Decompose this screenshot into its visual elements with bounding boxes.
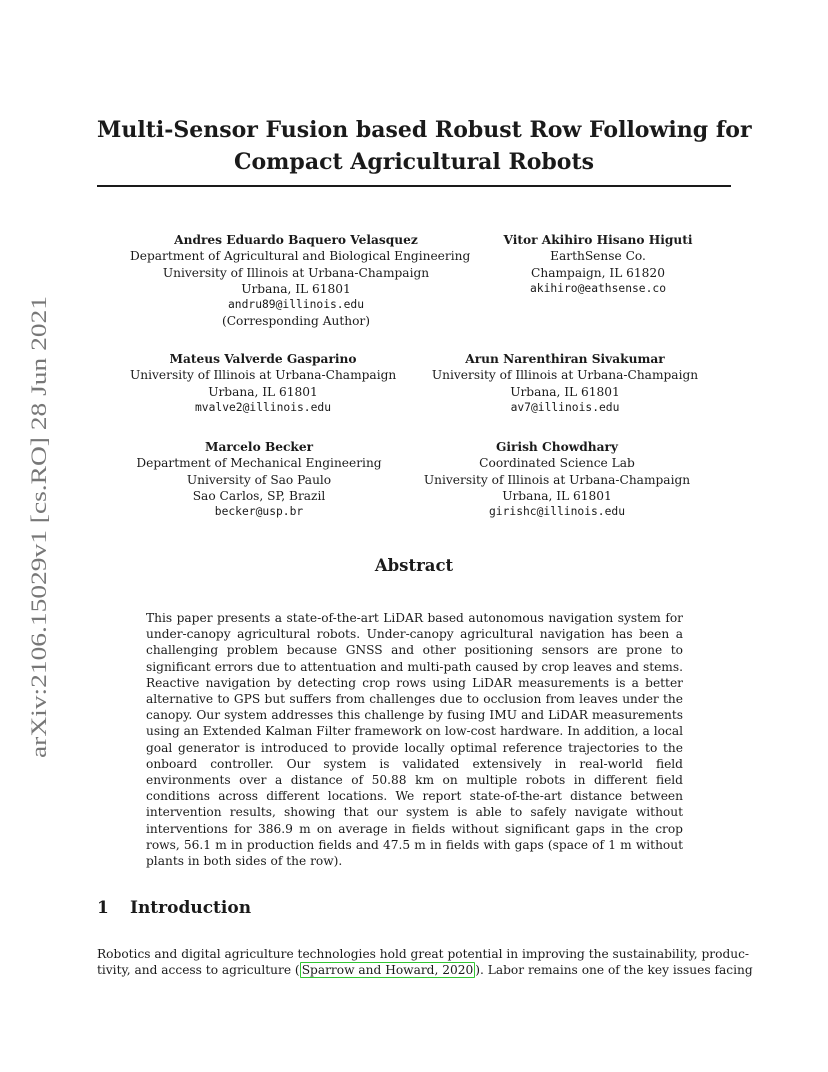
author-affiliation: Urbana, IL 61801	[208, 384, 318, 399]
title-line-2: Compact Agricultural Robots	[233, 149, 595, 175]
author-block-sivakumar	[430, 351, 700, 416]
section-number: 1	[97, 898, 109, 918]
author-affiliation: Department of Mechanical Engineering	[136, 456, 382, 471]
abstract-body: This paper presents a state-of-the-art LiDAR based autonomous navigation system for under-canopy agricultural robots. Under-canopy agricultural navigation has been a challenging problem because GNSS and other positioning sensors are prone to significant errors due to attentuation and multi-path caused by crop leaves and stems. Reactive navigation by detecting crop rows using LiDAR measurements is a better alternative to GPS but suffers from challenges due to occlusion from leaves under the canopy. Our system addresses this challenge by fusing IMU and LiDAR measurements using an Extended Kalman Filter framework on low-cost hardware. In addition, a local goal generator is introduced to provide locally optimal reference trajectories to the onboard controller. Our system is validated extensively in real-world field environments over a distance of 50.88 km on multiple robots in different field conditions across different locations. We report state-of-the-art distance between intervention results, showing that our system is able to safely navigate without interventions for 386.9 m on average in fields without significant gaps in the crop rows, 56.1 m in production fields and 47.5 m in fields with gaps (space of 1 m without plants in both sides of the row).	[146, 611, 683, 869]
author-email: akihiro@eathsense.co	[529, 281, 667, 295]
author-name: Mateus Valverde Gasparino	[169, 352, 357, 366]
arxiv-identifier-stamp	[26, 290, 52, 770]
intro-text-before-citation: tivity, and access to agriculture (	[97, 963, 300, 978]
author-block-chowdhary	[422, 439, 692, 520]
author-affiliation: EarthSense Co.	[550, 249, 646, 264]
author-email: becker@usp.br	[214, 505, 304, 519]
author-email: av7@illinois.edu	[510, 400, 620, 414]
abstract-heading: Abstract	[374, 556, 454, 575]
title-rule	[97, 185, 731, 187]
author-affiliation: Urbana, IL 61801	[502, 488, 612, 503]
introduction-paragraph	[97, 946, 753, 979]
author-name: Marcelo Becker	[204, 440, 314, 454]
author-name: Girish Chowdhary	[495, 440, 619, 454]
author-affiliation: University of Illinois at Urbana-Champaign	[162, 265, 430, 280]
author-affiliation: University of Illinois at Urbana-Champaign	[130, 368, 397, 383]
author-affiliation: University of Sao Paulo	[186, 472, 332, 487]
author-email: girishc@illinois.edu	[488, 505, 626, 519]
author-name: Andres Eduardo Baquero Velasquez	[174, 233, 418, 247]
arxiv-identifier-text: arXiv:2106.15029v1 [cs.RO] 28 Jun 2021	[26, 387, 51, 758]
intro-line-1: Robotics and digital agriculture technologies hold great potential in improving the sustainability, produc-	[97, 947, 750, 961]
section-heading-introduction	[97, 898, 251, 918]
author-name: Vitor Akihiro Hisano Higuti	[503, 233, 693, 247]
author-block-baquero	[130, 232, 471, 330]
author-name: Arun Narenthiran Sivakumar	[465, 352, 665, 366]
author-email: mvalve2@illinois.edu	[194, 400, 332, 414]
author-block-becker	[135, 439, 383, 520]
author-affiliation: Sao Carlos, SP, Brazil	[192, 488, 326, 503]
author-affiliation: University of Illinois at Urbana-Champaign	[431, 368, 699, 383]
author-email: andru89@illinois.edu	[227, 298, 365, 312]
author-affiliation: University of Illinois at Urbana-Champaign	[423, 472, 691, 487]
author-affiliation: Department of Agricultural and Biological Engineering	[130, 249, 471, 264]
title-line-1: Multi-Sensor Fusion based Robust Row Following for	[97, 117, 752, 143]
paper-title	[97, 114, 752, 178]
author-block-gasparino	[130, 351, 396, 416]
intro-text-after-citation: ). Labor remains one of the key issues facing	[475, 963, 753, 978]
citation-link-sparrow-howard[interactable]: Sparrow and Howard, 2020	[301, 963, 474, 978]
section-title: Introduction	[130, 898, 252, 918]
author-affiliation: Champaign, IL 61820	[531, 265, 665, 280]
author-note: (Corresponding Author)	[221, 314, 371, 329]
author-affiliation: Coordinated Science Lab	[479, 456, 635, 471]
author-affiliation: Urbana, IL 61801	[510, 384, 620, 399]
intro-line-2	[97, 962, 753, 978]
author-block-higuti	[488, 232, 708, 297]
author-affiliation: Urbana, IL 61801	[241, 281, 351, 296]
